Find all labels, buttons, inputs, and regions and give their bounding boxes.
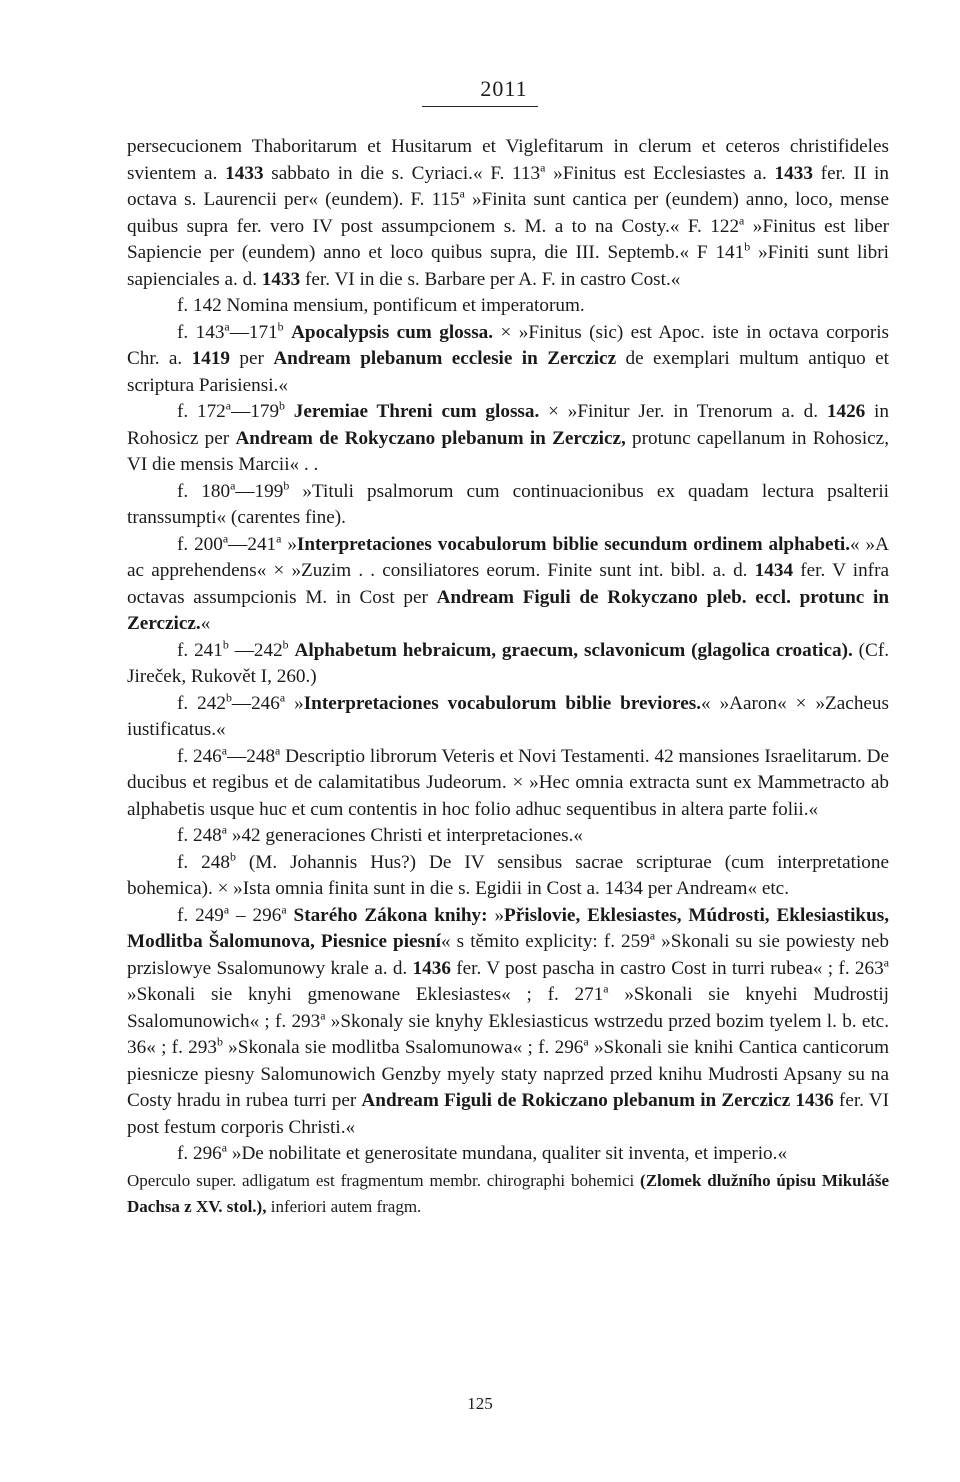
- folio-superscript: a: [739, 213, 745, 228]
- text-segment: »Skonali sie knyhi gmenowane Eklesiastes« ; f. 271: [127, 984, 604, 1005]
- text-segment: f. 296: [177, 1143, 222, 1164]
- text-segment: f. 200: [177, 533, 223, 555]
- text-segment: f. 246: [177, 745, 222, 767]
- catalog-entry-text: [127, 134, 889, 1220]
- text-segment: »Skonaly sie knyhy Eklesiasticus wstrzedu przed bozim tyelem l. b. etc. 36« ; f. 293: [127, 1010, 889, 1058]
- text-segment: × »Finitur Jer. in Trenorum a. d.: [539, 401, 827, 422]
- folio-superscript: a: [540, 160, 546, 175]
- bold-text: Interpretaciones vocabulorum biblie secundum ordinem alphabeti.: [296, 533, 851, 555]
- bold-text: 1436: [412, 957, 451, 979]
- text-segment: »42 generaciones Christi et interpretaciones.«: [227, 825, 583, 846]
- folio-superscript: b: [744, 239, 751, 254]
- text-segment: (M. Johannis Hus?) De IV sensibus sacrae scripturae (cum interpretatione bohemica). × »Ista omnia finita sunt in die s. Egidii in Cost a. 1434 per Andream« etc.: [127, 851, 890, 899]
- entry-paragraph: [127, 744, 889, 824]
- text-segment: Descriptio librorum Veteris et Novi Testamenti. 42 mansiones Israelitarum. De ducibus et regibus et de calamitatibus Judeorum. × »Hec omnia extracta sunt ex Mammetracto ab alphabetis usque huc et cum contentis in hoc folio adhuc sequentibus in altera parte folii.«: [127, 745, 889, 820]
- text-segment: f. 248: [177, 825, 222, 846]
- folio-superscript: a: [221, 743, 228, 758]
- entry-paragraph: [127, 134, 889, 293]
- folio-superscript: b: [277, 319, 284, 334]
- page-header: [0, 74, 960, 107]
- bold-text: Andream Figuli de Rokyczano pleb. eccl. protunc in Zerczicz.: [127, 586, 889, 634]
- catalog-number: 2011: [422, 74, 537, 107]
- folio-superscript: b: [222, 637, 229, 652]
- text-segment: »Skonali su sie powiesty neb przislowye Ssalomunowy krale a. d.: [127, 931, 889, 979]
- entry-paragraph: [127, 1168, 889, 1220]
- bold-text: 1426: [826, 401, 866, 422]
- text-segment: —199: [235, 480, 284, 502]
- folio-superscript: a: [275, 743, 281, 758]
- bold-text: Přislovie, Eklesiastes, Múdrosti, Eklesiastikus, Modlitba Šalomunova, Piesnice piesní: [127, 904, 890, 952]
- folio-superscript: a: [222, 531, 229, 546]
- text-segment: f. 143: [177, 321, 225, 343]
- text-segment: fer. VI post festum corporis Christi.«: [127, 1090, 890, 1138]
- folio-superscript: a: [225, 398, 232, 413]
- text-segment: f. 180: [177, 480, 231, 502]
- text-segment: × »Finitus (sic) est Apoc. iste in octava corporis Chr. a.: [127, 321, 890, 369]
- text-segment: —248: [227, 745, 276, 767]
- bold-text: Andream de Rokyczano plebanum in Zerczicz,: [235, 427, 626, 449]
- bold-text: Andream plebanum ecclesie in Zerczicz: [273, 348, 617, 369]
- folio-superscript: a: [224, 319, 230, 334]
- entry-paragraph: [127, 823, 889, 850]
- folio-superscript: a: [230, 478, 236, 493]
- entry-paragraph: [127, 1141, 889, 1168]
- folio-superscript: b: [283, 478, 290, 493]
- folio-superscript: a: [221, 822, 228, 837]
- text-segment: »Finiti sunt libri sapienciales a. d.: [127, 242, 889, 290]
- bold-text: 1433: [261, 268, 301, 290]
- text-segment: « »A ac apprehendens« × »Zuzim . . consiliatores eorum. Finite sunt int. bibl. a. d.: [127, 533, 889, 581]
- text-segment: de exemplari multum antiquo et scriptura Parisiensi.«: [127, 348, 890, 396]
- entry-paragraph: [127, 903, 889, 1142]
- text-segment: f. 142 Nomina mensium, pontificum et imperatorum.: [177, 295, 585, 316]
- text-segment: per: [230, 348, 274, 369]
- entry-paragraph: [127, 479, 889, 532]
- text-segment: protunc capellanum in Rohosicz, VI die mensis Marcii« . .: [127, 427, 889, 475]
- text-segment: (Cf. Jireček, Rukovět I, 260.): [127, 639, 890, 687]
- text-segment: »De nobilitate et generositate mundana, qualiter sit inventa, et imperio.«: [227, 1143, 788, 1164]
- bold-text: 1433: [225, 162, 264, 184]
- text-segment: —179: [231, 401, 280, 422]
- bold-text: Jeremiae Threni cum glossa.: [293, 401, 540, 422]
- text-segment: persecucionem Thaboritarum et Husitarum et Viglefitarum in clerum et ceteros christifideles svientem a.: [127, 136, 889, 184]
- text-segment: —246: [231, 692, 280, 714]
- text-segment: —171: [229, 321, 278, 343]
- folio-superscript: a: [320, 1008, 326, 1023]
- folio-superscript: b: [279, 398, 285, 413]
- bold-text: Andream Figuli de Rokiczano plebanum in Zerczicz 1436: [361, 1090, 834, 1111]
- bold-text: Starého Zákona knihy:: [293, 904, 488, 926]
- text-segment: f. 249: [177, 904, 224, 926]
- folio-superscript: b: [282, 637, 289, 652]
- bold-text: (Zlomek dlužního úpisu Mikuláše Dachsa z XV. stol.),: [127, 1170, 889, 1216]
- text-segment: « »Aaron« × »Zacheus iustificatus.«: [127, 692, 889, 740]
- text-segment: »Skonali sie knihi Cantica canticorum piesnicze piesny Salomunowich Genzby myely staty naprzed przed knihu Mudrosti Apsany su na Costy hradu in rubea turri per: [127, 1037, 889, 1111]
- text-segment: Operculo super. adligatum est fragmentum membr. chirographi bohemici: [127, 1170, 641, 1190]
- folio-superscript: a: [583, 1034, 589, 1049]
- bold-text: Interpretaciones vocabulorum biblie breviores.: [303, 692, 702, 714]
- text-segment: »: [281, 533, 297, 555]
- entry-paragraph: [127, 293, 889, 320]
- text-segment: »Finita sunt cantica per (eundem) anno, loco, mense quibus supra fer. vero IV post assumpcionem s. M. a to na Costy.« F. 122: [127, 189, 889, 237]
- text-segment: fer. II in octava s. Laurencii per« (eundem). F. 115: [127, 162, 889, 210]
- text-segment: [287, 905, 294, 926]
- bold-text: 1419: [191, 348, 231, 369]
- page-number: 125: [467, 1394, 493, 1413]
- text-segment: »: [487, 904, 505, 926]
- folio-superscript: a: [221, 1140, 228, 1155]
- text-segment: f. 241: [177, 639, 223, 661]
- folio-superscript: b: [225, 690, 232, 705]
- text-segment: f. 248: [177, 851, 230, 873]
- folio-superscript: b: [216, 1034, 223, 1049]
- text-segment: »Skonali sie knyehi Mudrostij Ssalomunowich« ; f. 293: [127, 984, 889, 1032]
- folio-superscript: a: [649, 928, 656, 943]
- text-segment: »: [285, 692, 304, 714]
- bold-text: Apocalypsis cum glossa.: [291, 321, 494, 343]
- text-segment: fer. V infra octavas assumpcionis M. in Cost per: [127, 560, 889, 608]
- text-segment: «: [200, 613, 211, 634]
- folio-superscript: b: [229, 849, 236, 864]
- entry-paragraph: [127, 399, 889, 479]
- text-segment: —241: [228, 533, 277, 555]
- entry-paragraph: [127, 532, 889, 638]
- folio-superscript: a: [883, 955, 889, 970]
- folio-superscript: a: [276, 531, 282, 546]
- folio-superscript: a: [281, 902, 287, 917]
- text-segment: f. 242: [177, 692, 226, 714]
- text-segment: [285, 401, 294, 422]
- text-segment: [284, 322, 291, 343]
- text-segment: »Tituli psalmorum cum continuacionibus ex quadam lectura psalterii transsumpti« (carentes fine).: [127, 480, 889, 528]
- text-segment: —242: [228, 639, 283, 661]
- text-segment: « s těmito explicity: f. 259: [441, 931, 650, 952]
- text-segment: f. 172: [177, 401, 226, 422]
- folio-superscript: a: [223, 902, 230, 917]
- bold-text: 1434: [754, 560, 794, 581]
- text-segment: sabbato in die s. Cyriaci.« F. 113: [263, 162, 541, 184]
- bold-text: Alphabetum hebraicum, graecum, sclavonicum (glagolica croatica).: [294, 639, 853, 661]
- entry-paragraph: [127, 691, 889, 744]
- text-segment: »Finitus est Ecclesiastes a.: [545, 162, 775, 184]
- text-segment: fer. VI in die s. Barbare per A. F. in castro Cost.«: [300, 268, 681, 290]
- text-segment: »Finitus est liber Sapiencie per (eundem) anno et loco quibus supra, die III. Septemb.« F 141: [127, 215, 889, 263]
- folio-superscript: a: [459, 186, 465, 201]
- entry-paragraph: [127, 638, 889, 691]
- text-segment: – 296: [229, 904, 282, 926]
- folio-superscript: a: [279, 690, 286, 705]
- entry-paragraph: [127, 850, 889, 903]
- entry-paragraph: [127, 320, 889, 400]
- text-segment: »Skonala sie modlitba Ssalomunowa« ; f. 296: [222, 1037, 584, 1058]
- folio-superscript: a: [603, 981, 609, 996]
- text-segment: inferiori autem fragm.: [266, 1196, 422, 1216]
- text-segment: in Rohosicz per: [127, 401, 889, 449]
- bold-text: 1433: [774, 162, 813, 184]
- text-segment: fer. V post pascha in castro Cost in turri rubea« ; f. 263: [450, 957, 884, 979]
